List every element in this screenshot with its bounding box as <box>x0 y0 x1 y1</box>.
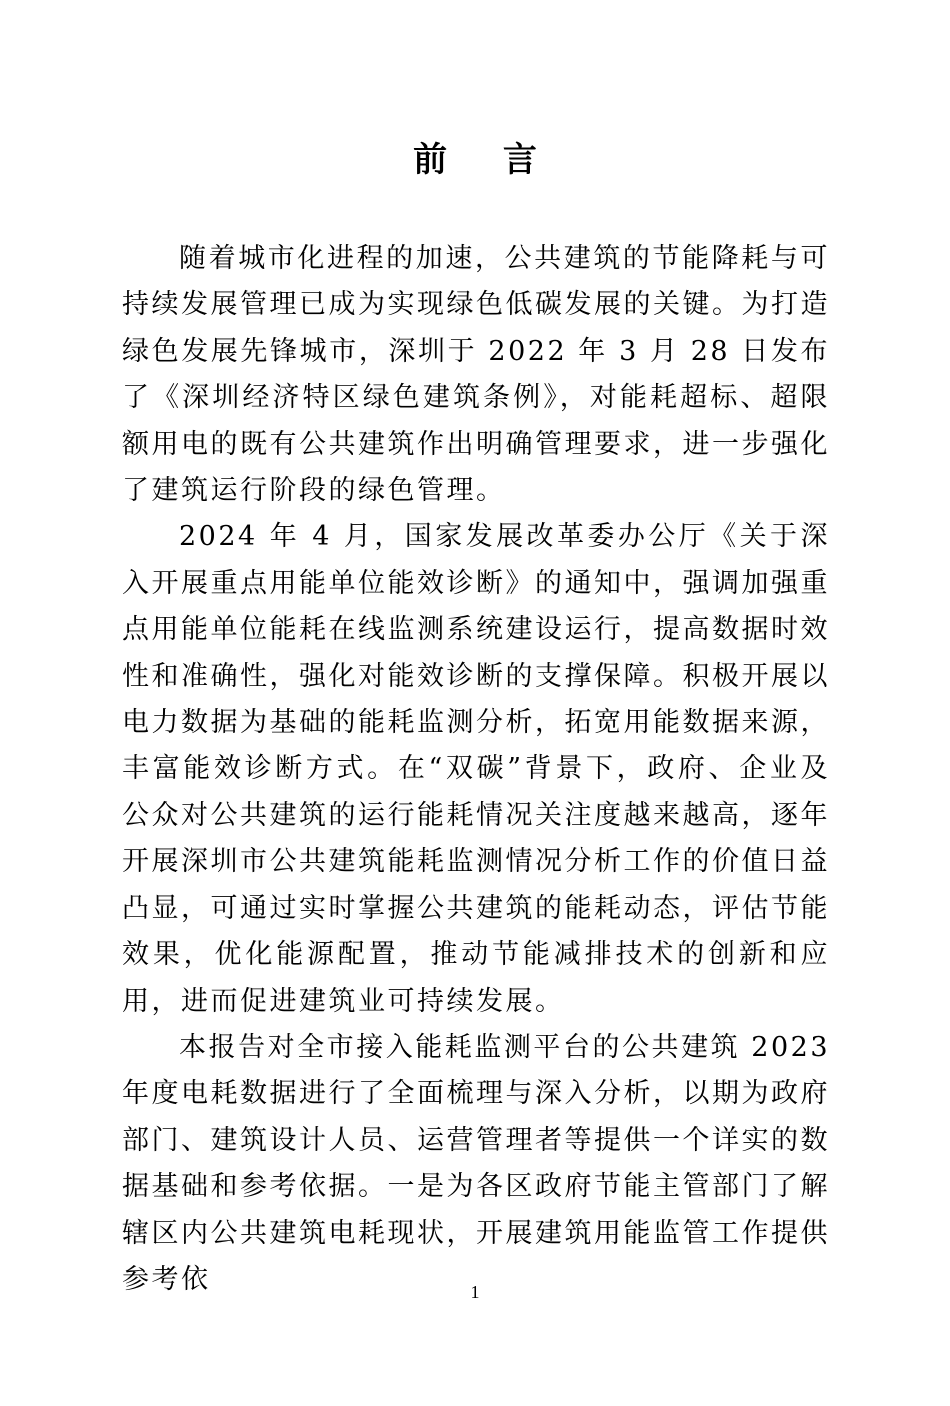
paragraph-intro: 随着城市化进程的加速，公共建筑的节能降耗与可持续发展管理已成为实现绿色低碳发展的关键。为打造绿色发展先锋城市，深圳于 2022 年 3 月 28 日发布了《深圳经济特区绿色建筑条例》，对能耗超标、超限额用电的既有公共建筑作出明确管理要求，进一步强化了建筑运行阶段的绿色管理。 <box>122 243 830 507</box>
body-text <box>122 236 830 1303</box>
paragraph-policy: 2024 年 4 月，国家发展改革委办公厅《关于深入开展重点用能单位能效诊断》的通知中，强调加强重点用能单位能耗在线监测系统建设运行，提高数据时效性和准确性，强化对能效诊断的支撑保障。积极开展以电力数据为基础的能耗监测分析，拓宽用能数据来源，丰富能效诊断方式。在“双碳”背景下，政府、企业及公众对公共建筑的运行能耗情况关注度越来越高，逐年开展深圳市公共建筑能耗监测情况分析工作的价值日益凸显，可通过实时掌握公共建筑的能耗动态，评估节能效果，优化能源配置，推动节能减排技术的创新和应用，进而促进建筑业可持续发展。 <box>122 521 830 1017</box>
paragraph-report-scope: 本报告对全市接入能耗监测平台的公共建筑 2023 年度电耗数据进行了全面梳理与深入分析，以期为政府部门、建筑设计人员、运营管理者等提供一个详实的数据基础和参考依据。一是为各区政府节能主管部门了解辖区内公共建筑电耗现状，开展建筑用能监管工作提供参考依 <box>122 1031 830 1295</box>
page-number: 1 <box>470 1282 480 1302</box>
page-title: 前 言 <box>413 140 559 180</box>
